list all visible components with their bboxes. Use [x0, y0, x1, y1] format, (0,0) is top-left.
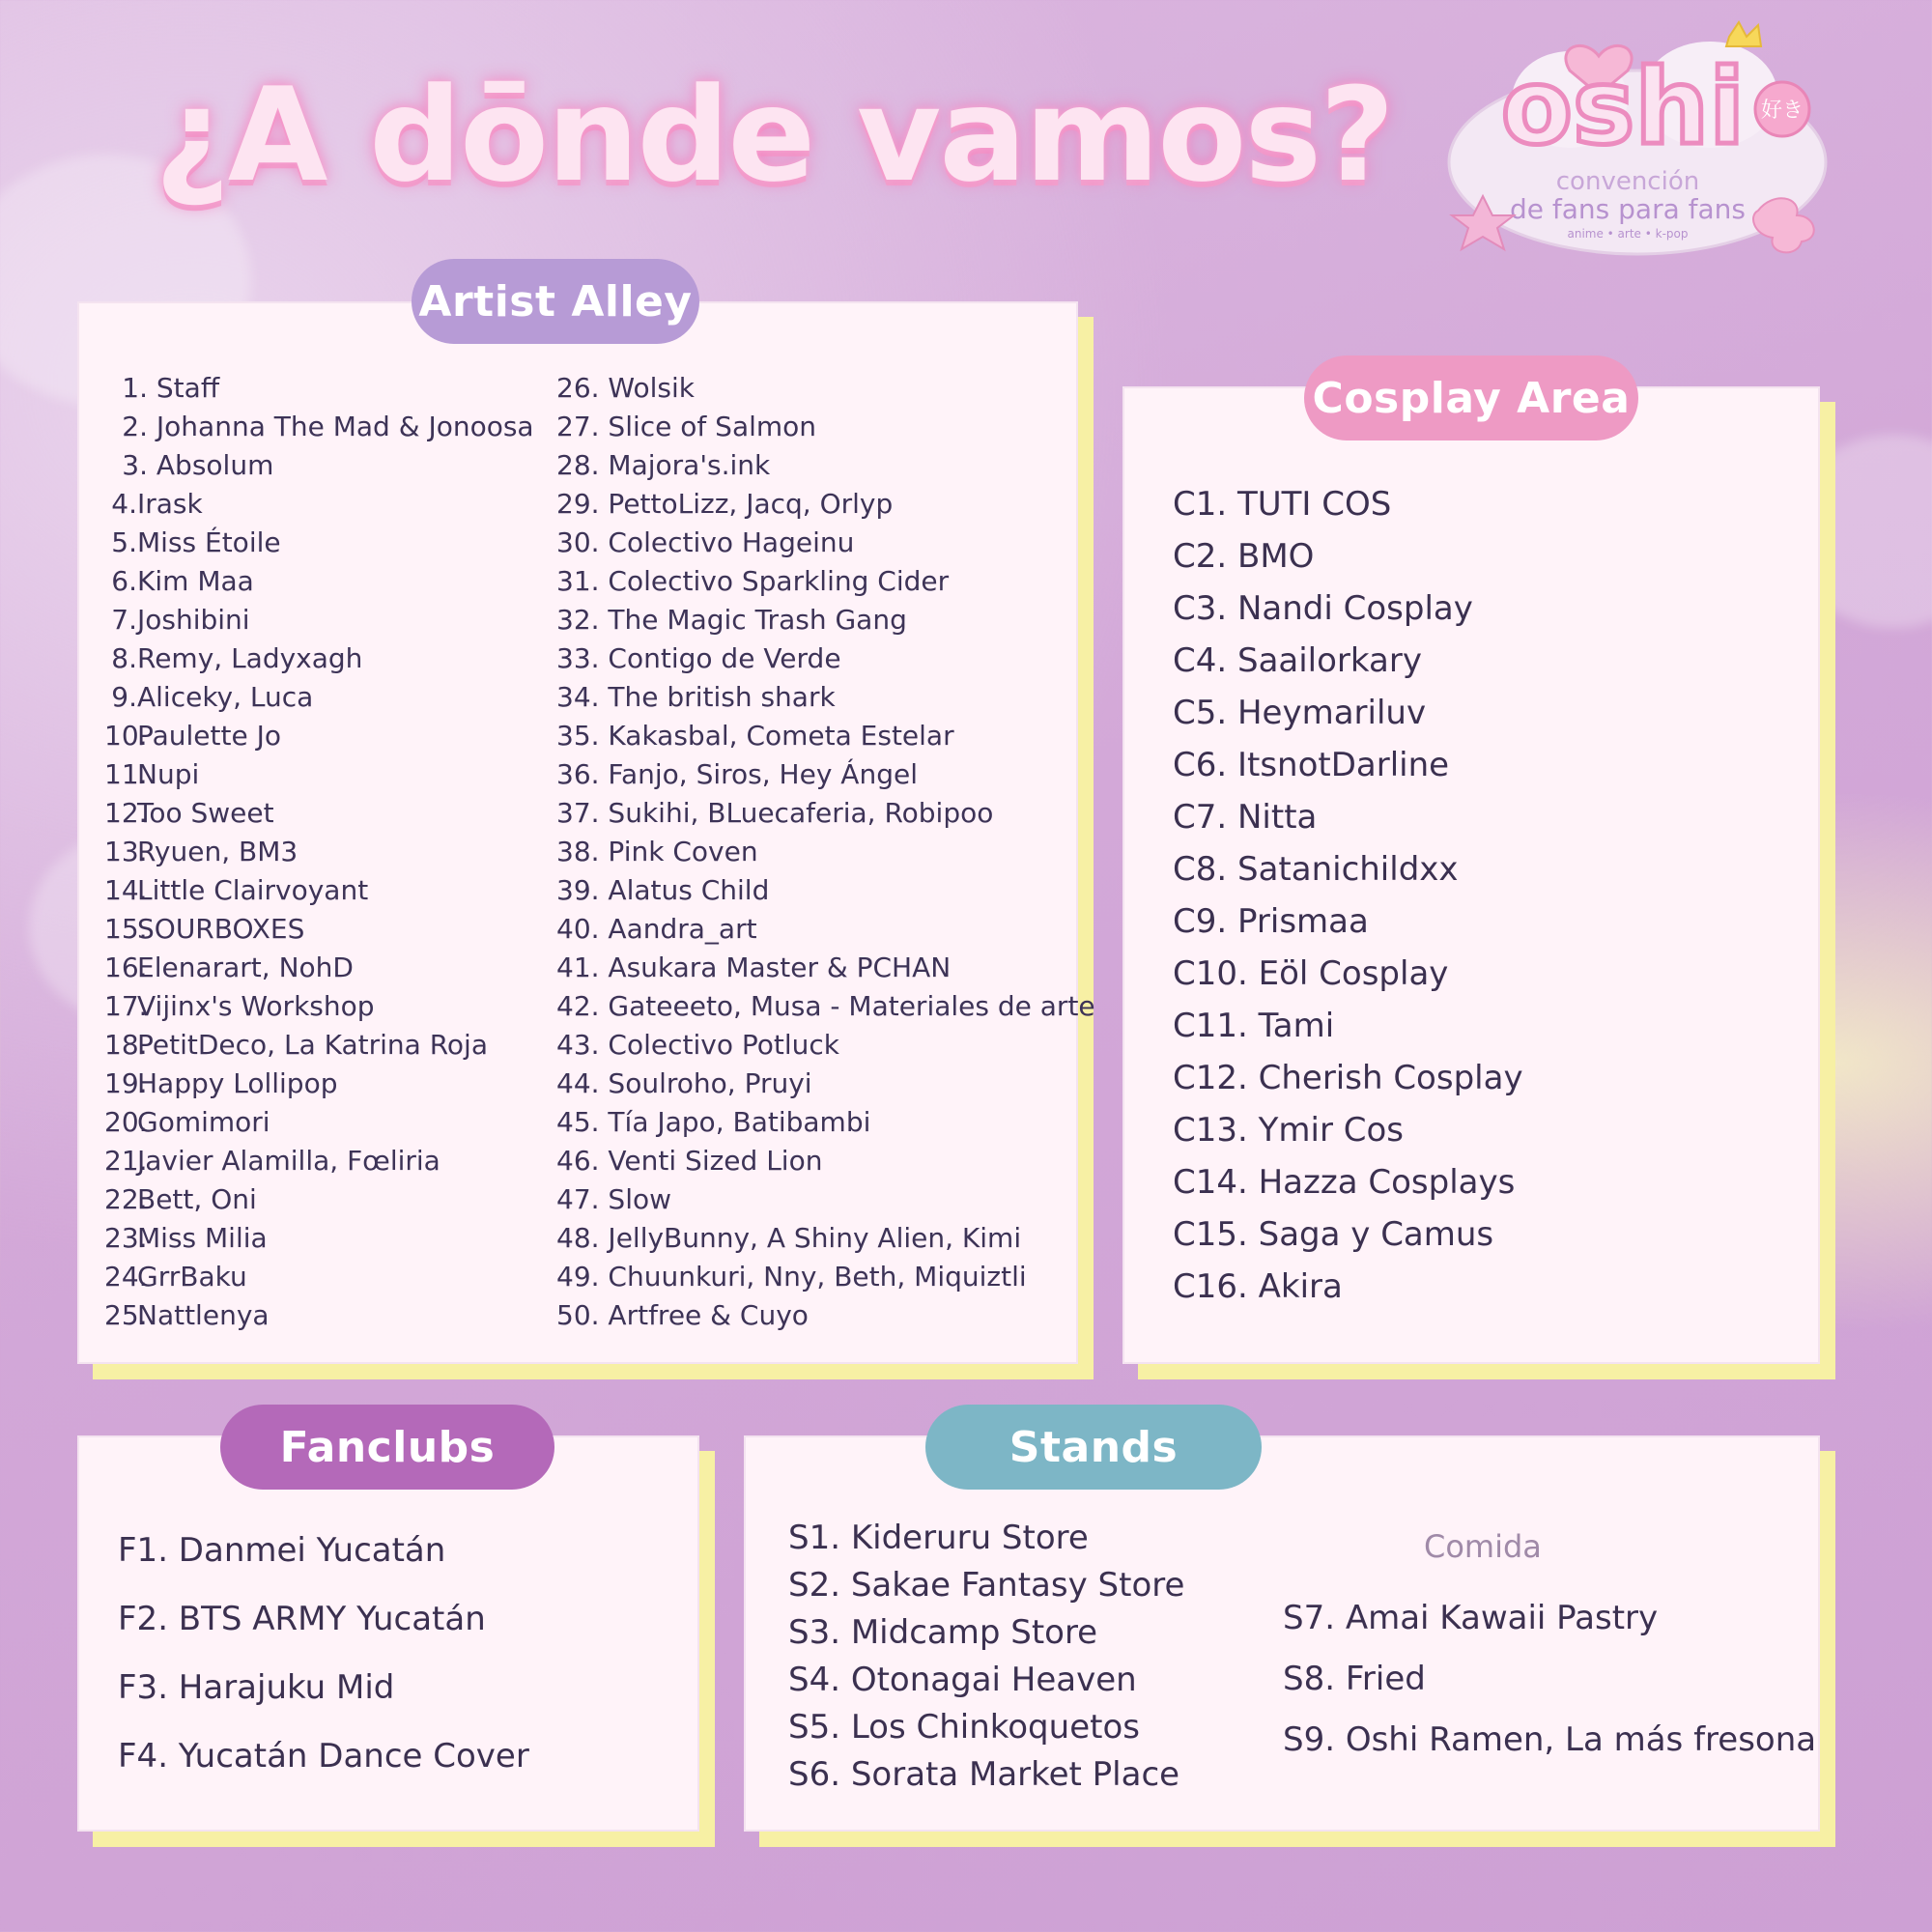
- artist-alley-title: Artist Alley: [412, 259, 699, 344]
- list-item: 43. Colectivo Potluck: [556, 1029, 840, 1061]
- list-item: 46. Venti Sized Lion: [556, 1145, 823, 1177]
- list-item: C15. Saga y Camus: [1173, 1215, 1494, 1254]
- list-item: C1. TUTI COS: [1173, 485, 1392, 524]
- list-item: 19.Happy Lollipop: [104, 1067, 338, 1099]
- logo-line1: convención: [1555, 167, 1700, 196]
- list-item: S5. Los Chinkoquetos: [788, 1708, 1140, 1747]
- list-item: 39. Alatus Child: [556, 874, 770, 906]
- list-item: 18.PetitDeco, La Katrina Roja: [104, 1029, 488, 1061]
- oshi-logo: [1439, 17, 1835, 269]
- list-item: 35. Kakasbal, Cometa Estelar: [556, 720, 954, 752]
- list-item: 12.Too Sweet: [104, 797, 274, 829]
- logo-line2: de fans para fans: [1509, 193, 1747, 225]
- list-item: 48. JellyBunny, A Shiny Alien, Kimi: [556, 1222, 1022, 1254]
- cosplay-area-list: [1173, 478, 1523, 1313]
- list-item: 40. Aandra_art: [556, 913, 757, 945]
- logo-tagline: anime • arte • k-pop: [1567, 227, 1689, 241]
- list-item: 6.Kim Maa: [111, 565, 254, 597]
- list-item: 45. Tía Japo, Batibambi: [556, 1106, 871, 1138]
- list-item: 10.Paulette Jo: [104, 720, 282, 752]
- list-item: 7.Joshibini: [111, 604, 250, 636]
- food-stands-list: [1283, 1588, 1816, 1771]
- list-item: 2. Johanna The Mad & Jonoosa: [122, 411, 534, 442]
- list-item: F2. BTS ARMY Yucatán: [118, 1600, 486, 1638]
- list-item: 50. Artfree & Cuyo: [556, 1299, 809, 1331]
- list-item: S1. Kideruru Store: [788, 1519, 1089, 1557]
- list-item: 22.Bett, Oni: [104, 1183, 257, 1215]
- list-item: 33. Contigo de Verde: [556, 642, 841, 674]
- list-item: 20.Gomimori: [104, 1106, 270, 1138]
- list-item: 14.Little Clairvoyant: [104, 874, 369, 906]
- list-item: 11.Nupi: [104, 758, 200, 790]
- list-item: 21.Javier Alamilla, Fœliria: [104, 1145, 440, 1177]
- list-item: 27. Slice of Salmon: [556, 411, 817, 442]
- list-item: 34. The british shark: [556, 681, 836, 713]
- list-item: S2. Sakae Fantasy Store: [788, 1566, 1185, 1605]
- fanclubs-list: [118, 1517, 529, 1791]
- list-item: 29. PettoLizz, Jacq, Orlyp: [556, 488, 894, 520]
- list-item: S6. Sorata Market Place: [788, 1755, 1180, 1794]
- cosplay-area-title: Cosplay Area: [1304, 355, 1638, 440]
- list-item: C5. Heymariluv: [1173, 694, 1427, 732]
- list-item: C3. Nandi Cosplay: [1173, 589, 1473, 628]
- list-item: 15.SOURBOXES: [104, 913, 305, 945]
- list-item: 8.Remy, Ladyxagh: [111, 642, 363, 674]
- list-item: F3. Harajuku Mid: [118, 1668, 395, 1707]
- list-item: 42. Gateeeto, Musa - Materiales de arte: [556, 990, 1095, 1022]
- list-item: S4. Otonagai Heaven: [788, 1661, 1137, 1699]
- list-item: C12. Cherish Cosplay: [1173, 1059, 1523, 1097]
- list-item: S7. Amai Kawaii Pastry: [1283, 1599, 1659, 1637]
- list-item: 41. Asukara Master & PCHAN: [556, 952, 952, 983]
- list-item: 49. Chuunkuri, Nny, Beth, Miquiztli: [556, 1261, 1027, 1293]
- list-item: C2. BMO: [1173, 537, 1315, 576]
- list-item: 30. Colectivo Hageinu: [556, 526, 855, 558]
- list-item: 38. Pink Coven: [556, 836, 758, 867]
- list-item: 31. Colectivo Sparkling Cider: [556, 565, 950, 597]
- list-item: C16. Akira: [1173, 1267, 1343, 1306]
- artist-alley-col2: [556, 369, 1095, 1335]
- list-item: S8. Fried: [1283, 1660, 1426, 1698]
- list-item: 13.Ryuen, BM3: [104, 836, 298, 867]
- list-item: C7. Nitta: [1173, 798, 1318, 837]
- food-heading: Comida: [1424, 1528, 1542, 1565]
- list-item: 23.Miss Milia: [104, 1222, 268, 1254]
- list-item: C9. Prismaa: [1173, 902, 1369, 941]
- stands-title: Stands: [925, 1405, 1262, 1490]
- logo-wordmark: oshi: [1500, 47, 1746, 168]
- list-item: 9.Aliceky, Luca: [111, 681, 314, 713]
- list-item: 5.Miss Étoile: [111, 526, 281, 558]
- list-item: 16.Elenarart, NohD: [104, 952, 354, 983]
- list-item: C4. Saailorkary: [1173, 641, 1422, 680]
- fanclubs-title: Fanclubs: [220, 1405, 554, 1490]
- list-item: F1. Danmei Yucatán: [118, 1531, 446, 1570]
- stands-list: [788, 1515, 1184, 1799]
- artist-alley-col1: [104, 369, 534, 1335]
- logo-kanji: 好き: [1760, 99, 1804, 123]
- list-item: C8. Satanichildxx: [1173, 850, 1459, 889]
- list-item: 26. Wolsik: [556, 372, 695, 404]
- list-item: 32. The Magic Trash Gang: [556, 604, 907, 636]
- list-item: 47. Slow: [556, 1183, 672, 1215]
- list-item: 44. Soulroho, Pruyi: [556, 1067, 812, 1099]
- page-title: ¿A dōnde vamos?: [155, 60, 1393, 211]
- list-item: 28. Majora's.ink: [556, 449, 771, 481]
- list-item: S9. Oshi Ramen, La más fresona: [1283, 1720, 1817, 1759]
- list-item: 37. Sukihi, BLuecaferia, Robipoo: [556, 797, 994, 829]
- list-item: C11. Tami: [1173, 1007, 1335, 1045]
- list-item: C13. Ymir Cos: [1173, 1111, 1404, 1150]
- list-item: 17.Vijinx's Workshop: [104, 990, 375, 1022]
- list-item: C10. Eöl Cosplay: [1173, 954, 1449, 993]
- list-item: S3. Midcamp Store: [788, 1613, 1098, 1652]
- list-item: 4.Irask: [111, 488, 203, 520]
- list-item: 25.Nattlenya: [104, 1299, 270, 1331]
- list-item: 3. Absolum: [122, 449, 274, 481]
- list-item: F4. Yucatán Dance Cover: [118, 1737, 529, 1776]
- list-item: 24.GrrBaku: [104, 1261, 247, 1293]
- list-item: 1. Staff: [122, 372, 220, 404]
- list-item: C6. ItsnotDarline: [1173, 746, 1450, 784]
- list-item: 36. Fanjo, Siros, Hey Ángel: [556, 758, 918, 790]
- list-item: C14. Hazza Cosplays: [1173, 1163, 1516, 1202]
